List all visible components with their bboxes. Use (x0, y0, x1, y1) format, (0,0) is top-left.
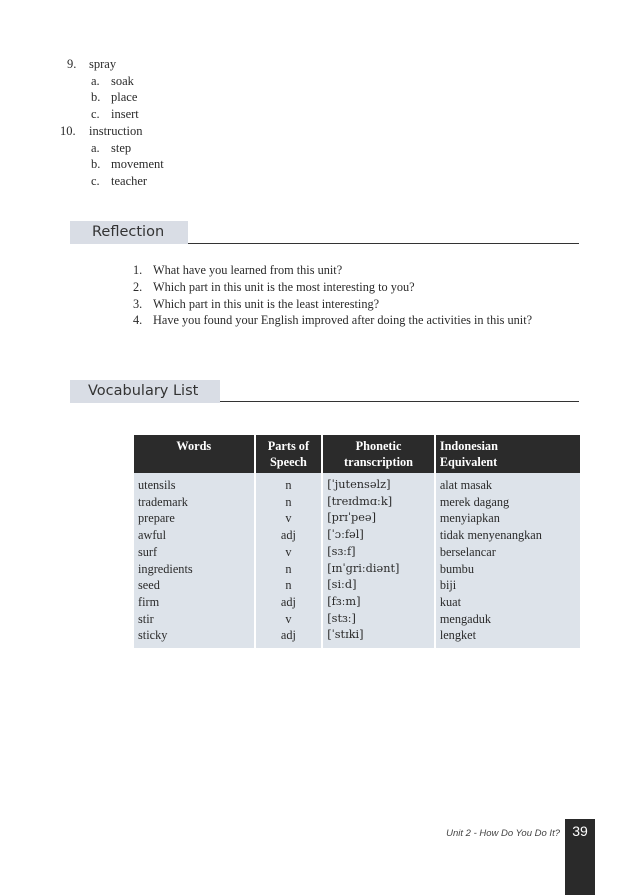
option (67, 173, 164, 190)
header-indonesian: Indonesian Equivalent (435, 435, 580, 473)
item-text: Have you found your English improved after doing the activities in this unit? (153, 313, 533, 328)
item-number: 3. (133, 296, 143, 311)
option-text: soak (111, 73, 134, 88)
item-number: 2. (133, 279, 143, 294)
item-number: 4. (133, 313, 143, 328)
vocabulary-rule (220, 401, 579, 402)
reflection-item (133, 312, 579, 329)
header-phonetic: Phonetic transcription (322, 435, 435, 473)
option-text: place (111, 90, 138, 105)
option-letter: a. (91, 140, 100, 155)
reflection-rule (188, 243, 579, 244)
option-letter: c. (91, 107, 100, 122)
option (67, 89, 164, 106)
item-text: Which part in this unit is the most interesting to you? (153, 279, 415, 294)
question-word: instruction (89, 123, 143, 138)
header-parts-of-speech: Parts of Speech (255, 435, 323, 473)
option (67, 140, 164, 157)
question-word: spray (89, 57, 117, 71)
page-number: 39 (565, 819, 595, 895)
option (67, 106, 164, 123)
option-letter: a. (91, 73, 100, 88)
pos-column: n n v adj v n n adj v adj (255, 473, 323, 648)
header-words: Words (134, 435, 255, 473)
reflection-list (133, 262, 579, 329)
words-column: utensils trademark prepare awful surf ingredients seed firm stir sticky (134, 473, 255, 648)
item-text: What have you learned from this unit? (153, 263, 343, 277)
question-list (60, 56, 164, 190)
reflection-item (133, 262, 579, 279)
option-letter: b. (91, 157, 101, 172)
question-number: 9. (67, 57, 77, 71)
reflection-heading: Reflection (70, 221, 188, 244)
option-text: teacher (111, 173, 148, 188)
table-row (134, 473, 580, 648)
option-letter: c. (91, 173, 100, 188)
table-header-row (134, 435, 580, 473)
option-text: step (111, 140, 132, 155)
question-9 (67, 56, 164, 123)
option-text: insert (111, 107, 139, 122)
option (67, 156, 164, 173)
question-10 (60, 123, 164, 190)
question-number: 10. (60, 123, 76, 138)
phonetic-column: [ˈjutensəlz] [treɪdmɑːk] [prɪˈpeə] [ˈɔːfəl] [sɜːf] [ɪnˈgriːdiənt] [siːd] [fɜːm] [stɜː] [ˈstɪki] (322, 473, 435, 648)
option (67, 73, 164, 90)
item-number: 1. (133, 263, 143, 277)
indonesian-column: alat masak merek dagang menyiapkan tidak menyenangkan berselancar bumbu biji kuat mengaduk lengket (435, 473, 580, 648)
reflection-item (133, 279, 579, 296)
reflection-item (133, 296, 579, 313)
option-letter: b. (91, 90, 101, 105)
vocabulary-table (134, 435, 580, 648)
option-text: movement (111, 157, 164, 172)
vocabulary-heading: Vocabulary List (70, 380, 220, 403)
item-text: Which part in this unit is the least interesting? (153, 296, 380, 311)
running-footer: Unit 2 - How Do You Do It? (446, 828, 560, 839)
